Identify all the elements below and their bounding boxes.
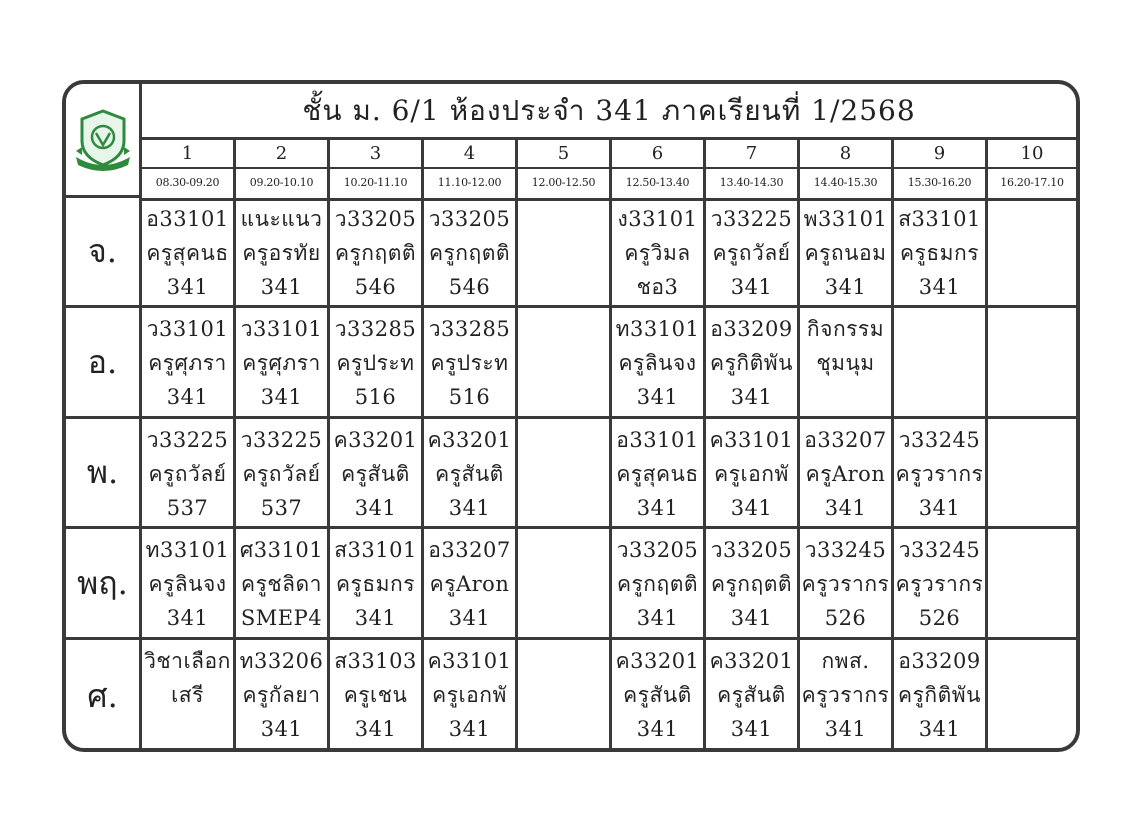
period-number: 9 [894, 140, 988, 167]
class-slot [800, 308, 894, 416]
class-slot [612, 198, 706, 305]
teacher-name: ครูถวัลย์ [242, 462, 321, 486]
class-slot [330, 419, 424, 526]
day-row [66, 419, 1076, 529]
room-number: 341 [448, 717, 491, 741]
class-slot [894, 419, 988, 526]
period-time: 13.40-14.30 [706, 167, 800, 198]
period-number: 8 [800, 140, 894, 167]
class-slot [518, 640, 612, 752]
subject-code: ว33205 [616, 538, 699, 562]
subject-code: ว33101 [146, 317, 229, 341]
teacher-name: ครูวรากร [801, 683, 890, 707]
room-number: 516 [448, 385, 491, 409]
subject-code: อ33209 [898, 649, 981, 673]
day-row [66, 198, 1076, 308]
subject-code: ง33101 [617, 207, 698, 231]
class-slot [800, 198, 894, 305]
class-slot [894, 198, 988, 305]
period-time: 16.20-17.10 [1000, 176, 1064, 189]
room-number: 341 [730, 717, 773, 741]
room-number: 341 [730, 385, 773, 409]
teacher-name: ครูเอกพั [714, 462, 789, 486]
period-time: 08.30-09.20 [142, 167, 236, 198]
subject-code: ส33101 [334, 538, 417, 562]
room-number: 341 [730, 606, 773, 630]
subject-code: อ33207 [428, 538, 511, 562]
teacher-name: ครูสันติ [435, 462, 504, 486]
class-slot [706, 640, 800, 752]
subject-code: ว33285 [334, 317, 417, 341]
teacher-name: ครูสุคนธ [616, 462, 699, 486]
room-number: 341 [636, 496, 679, 520]
room-number: 341 [918, 717, 961, 741]
subject-code: ค33201 [333, 428, 418, 452]
class-slot [706, 308, 800, 416]
subject-code: ว33205 [710, 538, 793, 562]
room-number: 341 [260, 717, 303, 741]
class-slot [800, 419, 894, 526]
subject-code: ค33101 [427, 649, 512, 673]
room-number: SMEP4 [240, 606, 323, 630]
room-number: ชอ3 [636, 275, 679, 299]
period-time: 11.10-12.00 [424, 167, 518, 198]
teacher-name: ครูกฤตติ [334, 241, 417, 265]
subject-code: พ33101 [803, 207, 888, 231]
subject-code: ว33285 [428, 317, 511, 341]
period-time: 12.00-12.50 [518, 167, 612, 198]
class-slot [518, 419, 612, 526]
class-slot [330, 198, 424, 305]
room-number: 341 [824, 275, 867, 299]
teacher-name: ครูวรากร [801, 572, 890, 596]
teacher-name: ครูวิมล [624, 241, 691, 265]
teacher-name: ครูลินจง [148, 572, 227, 596]
teacher-name: ครูกัลยา [242, 683, 321, 707]
teacher-name: ครูกิติพัน [898, 683, 981, 707]
room-number: 526 [824, 606, 867, 630]
subject-code: ค33201 [427, 428, 512, 452]
subject-code: ศ33101 [239, 538, 324, 562]
teacher-name: ครูกฤตติ [616, 572, 699, 596]
subject-code: ว33245 [898, 538, 981, 562]
subject-code: ส33103 [334, 649, 417, 673]
class-slot [988, 198, 1076, 305]
subject-code: อ33101 [146, 207, 229, 231]
teacher-name: ครูกิติพัน [710, 351, 793, 375]
class-slot [142, 529, 236, 637]
class-slot [236, 640, 330, 752]
day-label: พ. [66, 419, 142, 526]
room-number: 341 [918, 496, 961, 520]
day-label: อ. [66, 308, 142, 416]
subject-code: ส33101 [898, 207, 981, 231]
time-header-row [142, 167, 1076, 201]
page-title: ชั้น ม. 6/1 ห้องประจำ 341 ภาคเรียนที่ 1/2568 [142, 84, 1076, 140]
class-slot [236, 198, 330, 305]
subject-code: อ33207 [804, 428, 887, 452]
class-slot [142, 640, 236, 752]
class-slot [330, 640, 424, 752]
period-number: 7 [706, 140, 800, 167]
subject-code: ค33101 [709, 428, 794, 452]
teacher-name: ครูชลิดา [241, 572, 322, 596]
class-slot [800, 529, 894, 637]
subject-code: ว33225 [710, 207, 793, 231]
subject-code: กพส. [821, 649, 870, 673]
subject-code: ท33206 [239, 649, 324, 673]
period-time: 12.50-13.40 [612, 167, 706, 198]
timetable [62, 80, 1080, 752]
period-number: 4 [424, 140, 518, 167]
teacher-name: ครูสันติ [717, 683, 786, 707]
room-number: 341 [448, 606, 491, 630]
class-slot [424, 640, 518, 752]
class-slot [142, 419, 236, 526]
teacher-name: ครูศุภรา [148, 351, 227, 375]
day-label: จ. [66, 198, 142, 305]
room-number: 341 [636, 717, 679, 741]
teacher-name: ครูอรทัย [242, 241, 321, 265]
class-slot [988, 308, 1076, 416]
room-number: 341 [166, 385, 209, 409]
room-number: 341 [730, 275, 773, 299]
teacher-name: ครูกฤตติ [710, 572, 793, 596]
teacher-name: ครูถวัลย์ [148, 462, 227, 486]
teacher-name: ครูAron [429, 572, 510, 596]
teacher-name: ครูถวัลย์ [712, 241, 791, 265]
subject-code: วิชาเลือก [144, 649, 231, 673]
room-number: 546 [448, 275, 491, 299]
teacher-name: ครูลินจง [618, 351, 697, 375]
teacher-name: ครูเชน [343, 683, 408, 707]
period-time: 15.30-16.20 [894, 167, 988, 198]
room-number: 341 [354, 606, 397, 630]
teacher-name: เสรี [171, 683, 204, 707]
room-number: 341 [260, 385, 303, 409]
subject-code: อ33101 [616, 428, 699, 452]
period-number: 5 [518, 140, 612, 167]
room-number: 341 [824, 717, 867, 741]
class-slot [424, 198, 518, 305]
teacher-name: ครูวรากร [895, 462, 984, 486]
room-number: 341 [354, 717, 397, 741]
room-number: 341 [824, 496, 867, 520]
class-slot [330, 308, 424, 416]
period-header-row [142, 140, 1076, 169]
class-slot [612, 640, 706, 752]
subject-code: ว33245 [804, 538, 887, 562]
class-slot [706, 529, 800, 637]
period-number: 3 [330, 140, 424, 167]
class-slot [894, 529, 988, 637]
class-slot [424, 308, 518, 416]
subject-code: แนะแนว [240, 207, 323, 231]
class-slot [988, 419, 1076, 526]
subject-code: อ33209 [710, 317, 793, 341]
day-row [66, 640, 1076, 752]
teacher-name: ครูสุคนธ [146, 241, 229, 265]
room-number: 341 [730, 496, 773, 520]
day-row [66, 529, 1076, 640]
subject-code: ว33205 [428, 207, 511, 231]
class-slot [142, 308, 236, 416]
class-slot [988, 529, 1076, 637]
room-number: 341 [260, 275, 303, 299]
class-slot [142, 198, 236, 305]
period-number: 2 [236, 140, 330, 167]
room-number: 341 [918, 275, 961, 299]
class-slot [518, 198, 612, 305]
period-time: 14.40-15.30 [800, 167, 894, 198]
class-slot [612, 419, 706, 526]
room-number: 341 [636, 606, 679, 630]
period-time: 10.20-11.10 [330, 167, 424, 198]
class-slot [518, 308, 612, 416]
teacher-name: ครูประท [430, 351, 509, 375]
subject-code: ว33205 [334, 207, 417, 231]
teacher-name: ครูวรากร [895, 572, 984, 596]
day-label: ศ. [66, 640, 142, 752]
room-number: 341 [354, 496, 397, 520]
subject-code: ว33245 [898, 428, 981, 452]
class-slot [330, 529, 424, 637]
class-slot [800, 640, 894, 752]
class-slot [706, 419, 800, 526]
teacher-name: ครูสันติ [341, 462, 410, 486]
period-number: 1 [142, 140, 236, 167]
room-number: 526 [918, 606, 961, 630]
teacher-name: ครูAron [805, 462, 886, 486]
class-slot [236, 529, 330, 637]
teacher-name: ชุมนุม [816, 351, 875, 375]
teacher-name: ครูถนอม [804, 241, 887, 265]
class-slot [894, 640, 988, 752]
period-time: 09.20-10.10 [236, 167, 330, 198]
class-slot [424, 529, 518, 637]
subject-code: ค33201 [615, 649, 700, 673]
class-slot [236, 419, 330, 526]
day-label: พฤ. [66, 529, 142, 637]
class-slot [424, 419, 518, 526]
subject-code: ว33225 [146, 428, 229, 452]
class-slot [612, 529, 706, 637]
room-number: 516 [354, 385, 397, 409]
room-number: 537 [166, 496, 209, 520]
teacher-name: ครูกฤตติ [428, 241, 511, 265]
room-number: 546 [354, 275, 397, 299]
teacher-name: ครูธมกร [900, 241, 979, 265]
logo-cell [66, 84, 142, 198]
period-number: 6 [612, 140, 706, 167]
class-slot [518, 529, 612, 637]
period-number: 10 [1020, 143, 1044, 164]
room-number: 341 [636, 385, 679, 409]
class-slot [612, 308, 706, 416]
room-number: 341 [166, 606, 209, 630]
room-number: 341 [448, 496, 491, 520]
subject-code: กิจกรรม [806, 317, 885, 341]
subject-code: ท33101 [145, 538, 230, 562]
class-slot [706, 198, 800, 305]
school-emblem-icon [72, 107, 134, 173]
teacher-name: ครูธมกร [336, 572, 415, 596]
subject-code: ค33201 [709, 649, 794, 673]
room-number: 341 [166, 275, 209, 299]
class-slot [236, 308, 330, 416]
room-number: 537 [260, 496, 303, 520]
teacher-name: ครูศุภรา [242, 351, 321, 375]
subject-code: ว33101 [240, 317, 323, 341]
teacher-name: ครูสันติ [623, 683, 692, 707]
teacher-name: ครูประท [336, 351, 415, 375]
subject-code: ว33225 [240, 428, 323, 452]
class-slot [894, 308, 988, 416]
day-row [66, 308, 1076, 419]
subject-code: ท33101 [615, 317, 700, 341]
teacher-name: ครูเอกพั [432, 683, 507, 707]
class-slot [988, 640, 1076, 752]
